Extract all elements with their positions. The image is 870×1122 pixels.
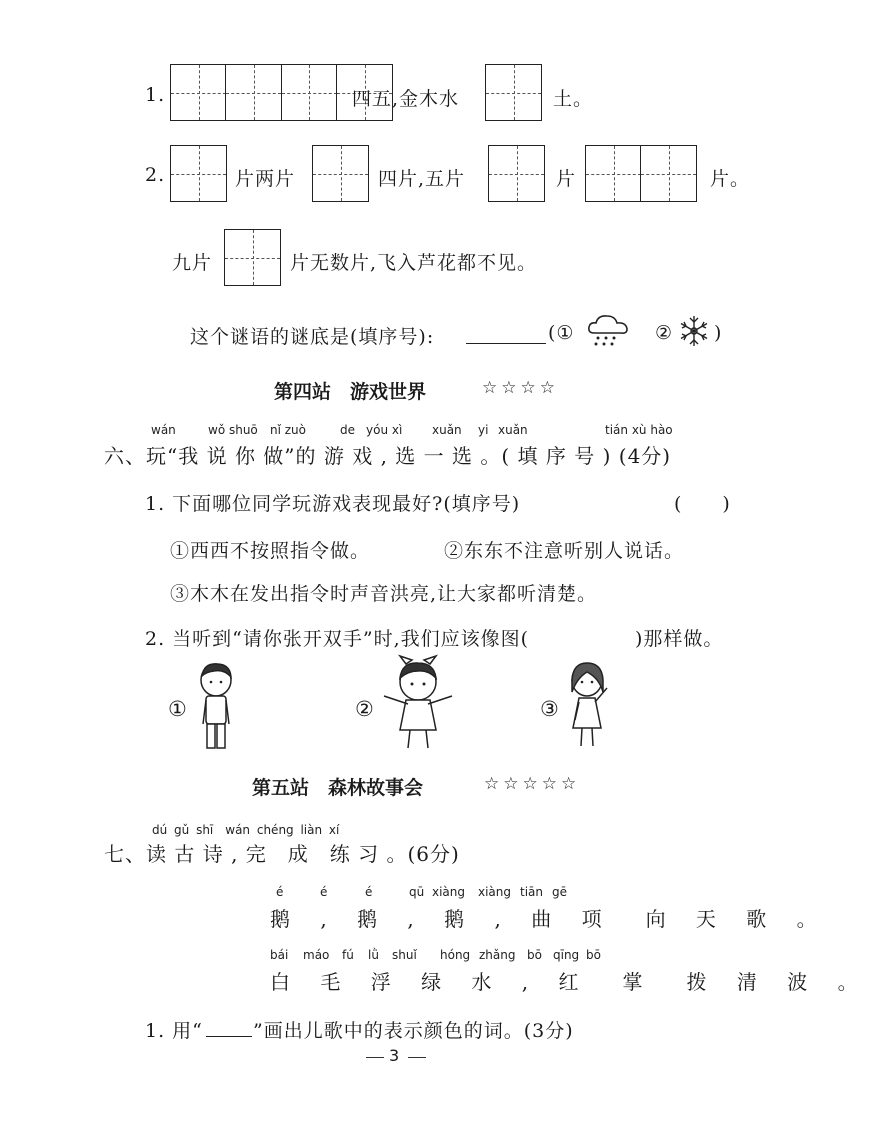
answer-box[interactable] (224, 229, 281, 286)
answer-box-group-3[interactable] (170, 145, 227, 202)
girl-arms-open-figure[interactable] (378, 656, 458, 752)
pinyin-annotation: lǜ (368, 948, 379, 962)
figure-label: ① (168, 697, 188, 721)
answer-box[interactable] (281, 64, 338, 121)
poem-line-2: 白 毛 浮 绿 水 , 红 掌 拨 清 波 。 (270, 970, 870, 994)
boy-standing-figure[interactable] (194, 660, 238, 754)
riddle-answer-blank[interactable] (466, 343, 546, 344)
answer-box-group-6[interactable] (585, 145, 697, 202)
figure-label: ② (355, 697, 375, 721)
pinyin-annotation: de (340, 423, 355, 437)
pinyin-annotation: zhǎng (479, 948, 516, 962)
pinyin-annotation: hóng (440, 948, 471, 962)
pinyin-annotation: qīng (553, 948, 580, 962)
riddle-line2-text-b: 四片,五片 (378, 168, 466, 190)
pinyin-annotation: máo (303, 948, 330, 962)
answer-box[interactable] (312, 145, 369, 202)
pinyin-annotation: bō (586, 948, 601, 962)
footer-dash-left (366, 1057, 384, 1058)
riddle-line1-number: 1. (145, 84, 166, 106)
poem-line-1: 鹅 , 鹅 , 鹅 , 曲 项 向 天 歌 。 (270, 907, 829, 931)
answer-box-group-7[interactable] (224, 229, 281, 286)
snowflake-icon (676, 313, 712, 349)
pinyin-annotation: yóu xì (366, 423, 403, 437)
footer-dash-right (408, 1057, 426, 1058)
station5-stars: ☆☆☆☆☆ (484, 774, 581, 794)
riddle-line1-text-a: 四五,金木水 (352, 88, 460, 110)
pinyin-annotation: é (365, 885, 373, 899)
pinyin-annotation: xiàng (432, 885, 466, 899)
section6-q2-text-b: )那样做。 (635, 628, 724, 650)
pinyin-annotation: wǒ shuō (208, 423, 258, 437)
girl-waving-figure[interactable] (565, 658, 615, 752)
riddle-answer-prompt: 这个谜语的谜底是(填序号): (190, 326, 435, 348)
answer-box-group-2[interactable] (485, 64, 542, 121)
station4-stars: ☆☆☆☆ (482, 378, 559, 398)
pinyin-annotation: wán (151, 423, 176, 437)
pinyin-annotation: xuǎn (432, 423, 462, 437)
section6-q1-option3: ③木木在发出指令时声音洪亮,让大家都听清楚。 (170, 583, 598, 605)
underline-sample (206, 1036, 252, 1037)
pinyin-annotation: tián xù hào (605, 423, 673, 437)
answer-box-group-5[interactable] (488, 145, 545, 202)
riddle-line3-text-b: 片无数片,飞入芦花都不见。 (290, 252, 538, 274)
answer-box-group-4[interactable] (312, 145, 369, 202)
figure-label: ③ (540, 697, 560, 721)
answer-box[interactable] (585, 145, 642, 202)
riddle-line3-text-a: 九片 (172, 252, 213, 274)
riddle-answer-open: (① (548, 322, 575, 344)
section6-q1-option2: ②东东不注意听别人说话。 (444, 540, 685, 562)
section6-q2-text-a: 2. 当听到“请你张开双手”时,我们应该像图( (145, 628, 530, 650)
riddle-line2-text-a: 片两片 (235, 168, 296, 190)
pinyin-annotation: qū (409, 885, 425, 899)
riddle-answer-close: ) (714, 322, 723, 344)
pinyin-annotation: bō (527, 948, 542, 962)
pinyin-annotation: bái (270, 948, 289, 962)
riddle-line1-text-b: 土。 (553, 88, 594, 110)
pinyin-annotation: xuǎn (498, 423, 528, 437)
pinyin-annotation: shuǐ (392, 948, 417, 962)
pinyin-annotation: é (276, 885, 284, 899)
pinyin-annotation: xiàng (478, 885, 512, 899)
pinyin-annotation: é (320, 885, 328, 899)
pinyin-annotation: fú (342, 948, 354, 962)
answer-box[interactable] (170, 64, 227, 121)
pinyin-annotation: yi (478, 423, 489, 437)
section6-q1-answer-bracket[interactable]: ( ) (674, 493, 731, 515)
page-number: 3 (389, 1046, 400, 1065)
section7-question: 七、读 古 诗 , 完 成 练 习 。(6分) (104, 842, 460, 866)
riddle-line2-text-d: 片。 (710, 168, 751, 190)
riddle-answer-option2: ② (655, 322, 674, 344)
answer-box[interactable] (640, 145, 697, 202)
section6-q1: 1. 下面哪位同学玩游戏表现最好?(填序号) (145, 493, 521, 515)
section6-question: 六、玩“我 说 你 做”的 游 戏 , 选 一 选 。( 填 序 号 ) (4分) (104, 444, 672, 468)
riddle-line2-number: 2. (145, 164, 166, 186)
riddle-line2-text-c: 片 (556, 168, 577, 190)
section7-q1-text-b: ”画出儿歌中的表示颜色的词。(3分) (253, 1020, 574, 1042)
answer-box[interactable] (485, 64, 542, 121)
section7-pinyin: dú gǔ shī wán chéng liàn xí (152, 823, 340, 837)
section6-q1-option1: ①西西不按照指令做。 (170, 540, 371, 562)
answer-box[interactable] (225, 64, 282, 121)
answer-box[interactable] (170, 145, 227, 202)
station5-title: 第五站 森林故事会 (252, 777, 424, 799)
station4-title: 第四站 游戏世界 (274, 381, 427, 403)
answer-box[interactable] (488, 145, 545, 202)
pinyin-annotation: nǐ zuò (270, 423, 306, 437)
section7-q1-text-a: 1. 用“ (145, 1020, 203, 1042)
rain-cloud-icon (586, 311, 630, 349)
pinyin-annotation: tiān (520, 885, 543, 899)
pinyin-annotation: gē (552, 885, 567, 899)
